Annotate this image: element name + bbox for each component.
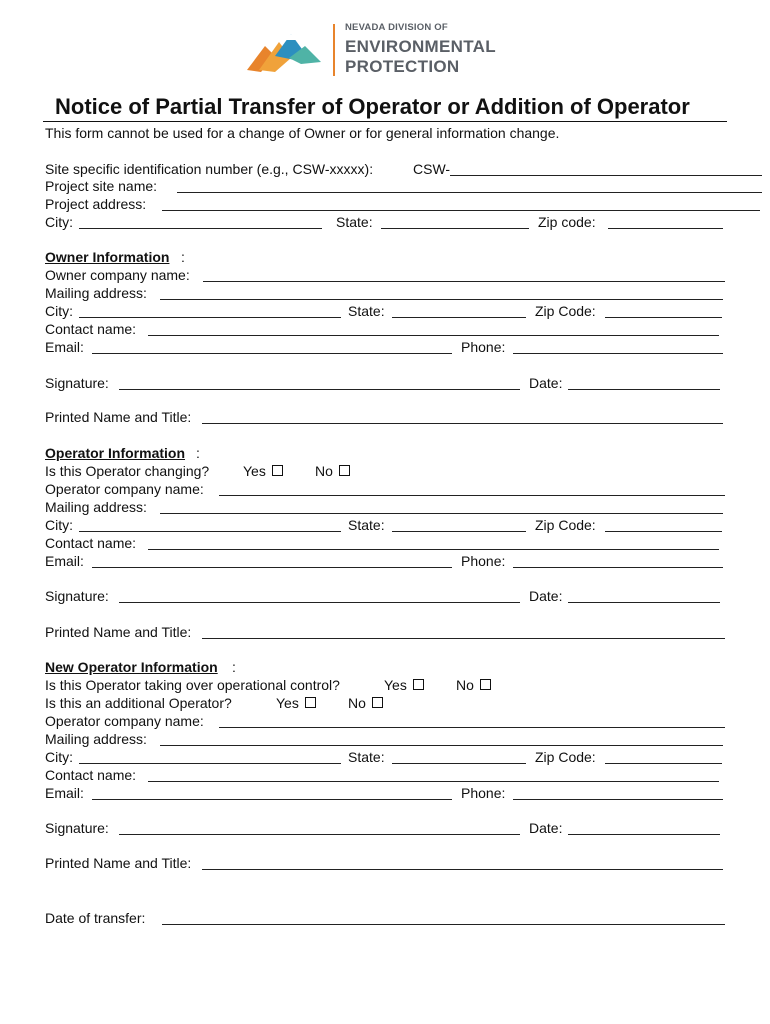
site-state-label: State: bbox=[336, 214, 373, 230]
site-id-label: Site specific identification number (e.g., CSW-xxxxx): bbox=[45, 161, 374, 177]
owner-email-field[interactable] bbox=[92, 353, 452, 354]
logo-divider bbox=[333, 24, 335, 76]
owner-contact-field[interactable] bbox=[148, 335, 719, 336]
owner-mailing-field[interactable] bbox=[160, 299, 723, 300]
new-operator-control-yes-checkbox[interactable] bbox=[413, 679, 424, 690]
operator-city-field[interactable] bbox=[79, 531, 341, 532]
new-operator-control-no-checkbox[interactable] bbox=[480, 679, 491, 690]
new-operator-signature-field[interactable] bbox=[119, 834, 520, 835]
new-operator-control-yes-label: Yes bbox=[384, 677, 407, 693]
new-operator-contact-field[interactable] bbox=[148, 781, 719, 782]
new-operator-additional-question: Is this an additional Operator? bbox=[45, 695, 232, 711]
new-operator-header: New Operator Information bbox=[45, 659, 218, 675]
new-operator-printed-label: Printed Name and Title: bbox=[45, 855, 192, 871]
new-operator-additional-no-label: No bbox=[348, 695, 366, 711]
owner-city-field[interactable] bbox=[79, 317, 341, 318]
new-operator-state-label: State: bbox=[348, 749, 385, 765]
owner-email-label: Email: bbox=[45, 339, 84, 355]
owner-contact-label: Contact name: bbox=[45, 321, 137, 337]
operator-phone-field[interactable] bbox=[513, 567, 723, 568]
owner-company-label: Owner company name: bbox=[45, 267, 190, 283]
operator-date-label: Date: bbox=[529, 588, 563, 604]
operator-mailing-field[interactable] bbox=[160, 513, 723, 514]
operator-contact-field[interactable] bbox=[148, 549, 719, 550]
operator-changing-yes-checkbox[interactable] bbox=[272, 465, 283, 476]
title-rule bbox=[43, 121, 727, 122]
operator-company-field[interactable] bbox=[219, 495, 725, 496]
logo-line3: PROTECTION bbox=[345, 57, 460, 76]
operator-signature-label: Signature: bbox=[45, 588, 109, 604]
new-operator-contact-label: Contact name: bbox=[45, 767, 137, 783]
new-operator-control-question: Is this Operator taking over operational control? bbox=[45, 677, 340, 693]
owner-signature-field[interactable] bbox=[119, 389, 520, 390]
new-operator-mailing-field[interactable] bbox=[160, 745, 723, 746]
operator-state-label: State: bbox=[348, 517, 385, 533]
owner-state-field[interactable] bbox=[392, 317, 526, 318]
owner-mailing-label: Mailing address: bbox=[45, 285, 147, 301]
subtitle: This form cannot be used for a change of Owner or for general information change. bbox=[45, 125, 560, 141]
operator-printed-field[interactable] bbox=[202, 638, 725, 639]
operator-changing-no-label: No bbox=[315, 463, 333, 479]
site-id-prefix: CSW- bbox=[413, 161, 451, 177]
operator-zip-label: Zip Code: bbox=[535, 517, 596, 533]
logo-line1: NEVADA DIVISION OF bbox=[345, 22, 448, 33]
new-operator-additional-yes-label: Yes bbox=[276, 695, 299, 711]
new-operator-printed-field[interactable] bbox=[202, 869, 723, 870]
owner-date-label: Date: bbox=[529, 375, 563, 391]
project-address-label: Project address: bbox=[45, 196, 147, 212]
owner-phone-field[interactable] bbox=[513, 353, 723, 354]
new-operator-mailing-label: Mailing address: bbox=[45, 731, 147, 747]
site-city-label: City: bbox=[45, 214, 73, 230]
transfer-date-label: Date of transfer: bbox=[45, 910, 146, 926]
operator-phone-label: Phone: bbox=[461, 553, 506, 569]
new-operator-email-label: Email: bbox=[45, 785, 84, 801]
operator-changing-question: Is this Operator changing? bbox=[45, 463, 210, 479]
new-operator-city-field[interactable] bbox=[79, 763, 341, 764]
site-state-field[interactable] bbox=[381, 228, 529, 229]
new-operator-additional-no-checkbox[interactable] bbox=[372, 697, 383, 708]
operator-state-field[interactable] bbox=[392, 531, 526, 532]
owner-company-field[interactable] bbox=[203, 281, 725, 282]
new-operator-phone-label: Phone: bbox=[461, 785, 506, 801]
new-operator-header-colon: : bbox=[232, 659, 236, 675]
page-title: Notice of Partial Transfer of Operator or Addition of Operator bbox=[55, 94, 690, 119]
operator-header-colon: : bbox=[196, 445, 200, 461]
owner-zip-label: Zip Code: bbox=[535, 303, 596, 319]
new-operator-date-field[interactable] bbox=[568, 834, 720, 835]
owner-state-label: State: bbox=[348, 303, 385, 319]
project-address-field[interactable] bbox=[162, 210, 760, 211]
new-operator-state-field[interactable] bbox=[392, 763, 526, 764]
new-operator-city-label: City: bbox=[45, 749, 73, 765]
owner-date-field[interactable] bbox=[568, 389, 720, 390]
owner-city-label: City: bbox=[45, 303, 73, 319]
new-operator-zip-field[interactable] bbox=[605, 763, 722, 764]
operator-company-label: Operator company name: bbox=[45, 481, 204, 497]
operator-mailing-label: Mailing address: bbox=[45, 499, 147, 515]
new-operator-email-field[interactable] bbox=[92, 799, 452, 800]
owner-phone-label: Phone: bbox=[461, 339, 506, 355]
new-operator-zip-label: Zip Code: bbox=[535, 749, 596, 765]
new-operator-company-label: Operator company name: bbox=[45, 713, 204, 729]
operator-date-field[interactable] bbox=[568, 602, 720, 603]
site-zip-field[interactable] bbox=[608, 228, 723, 229]
new-operator-company-field[interactable] bbox=[219, 727, 725, 728]
operator-city-label: City: bbox=[45, 517, 73, 533]
transfer-date-field[interactable] bbox=[162, 924, 725, 925]
operator-printed-label: Printed Name and Title: bbox=[45, 624, 192, 640]
ndep-logo bbox=[245, 18, 525, 80]
new-operator-phone-field[interactable] bbox=[513, 799, 723, 800]
site-zip-label: Zip code: bbox=[538, 214, 596, 230]
owner-printed-label: Printed Name and Title: bbox=[45, 409, 192, 425]
operator-changing-yes-label: Yes bbox=[243, 463, 266, 479]
project-name-label: Project site name: bbox=[45, 178, 158, 194]
owner-header-colon: : bbox=[181, 249, 185, 265]
logo-line2: ENVIRONMENTAL bbox=[345, 37, 496, 56]
new-operator-additional-yes-checkbox[interactable] bbox=[305, 697, 316, 708]
operator-header: Operator Information bbox=[45, 445, 186, 461]
owner-printed-field[interactable] bbox=[202, 423, 723, 424]
owner-signature-label: Signature: bbox=[45, 375, 109, 391]
new-operator-date-label: Date: bbox=[529, 820, 563, 836]
site-id-field[interactable] bbox=[450, 175, 762, 176]
operator-signature-field[interactable] bbox=[119, 602, 520, 603]
operator-changing-no-checkbox[interactable] bbox=[339, 465, 350, 476]
owner-zip-field[interactable] bbox=[605, 317, 722, 318]
operator-contact-label: Contact name: bbox=[45, 535, 137, 551]
operator-zip-field[interactable] bbox=[605, 531, 722, 532]
owner-header: Owner Information bbox=[45, 249, 170, 265]
new-operator-control-no-label: No bbox=[456, 677, 474, 693]
operator-email-label: Email: bbox=[45, 553, 84, 569]
new-operator-signature-label: Signature: bbox=[45, 820, 109, 836]
operator-email-field[interactable] bbox=[92, 567, 452, 568]
mountain-logo-icon bbox=[245, 26, 327, 72]
project-name-field[interactable] bbox=[177, 192, 762, 193]
site-city-field[interactable] bbox=[79, 228, 322, 229]
